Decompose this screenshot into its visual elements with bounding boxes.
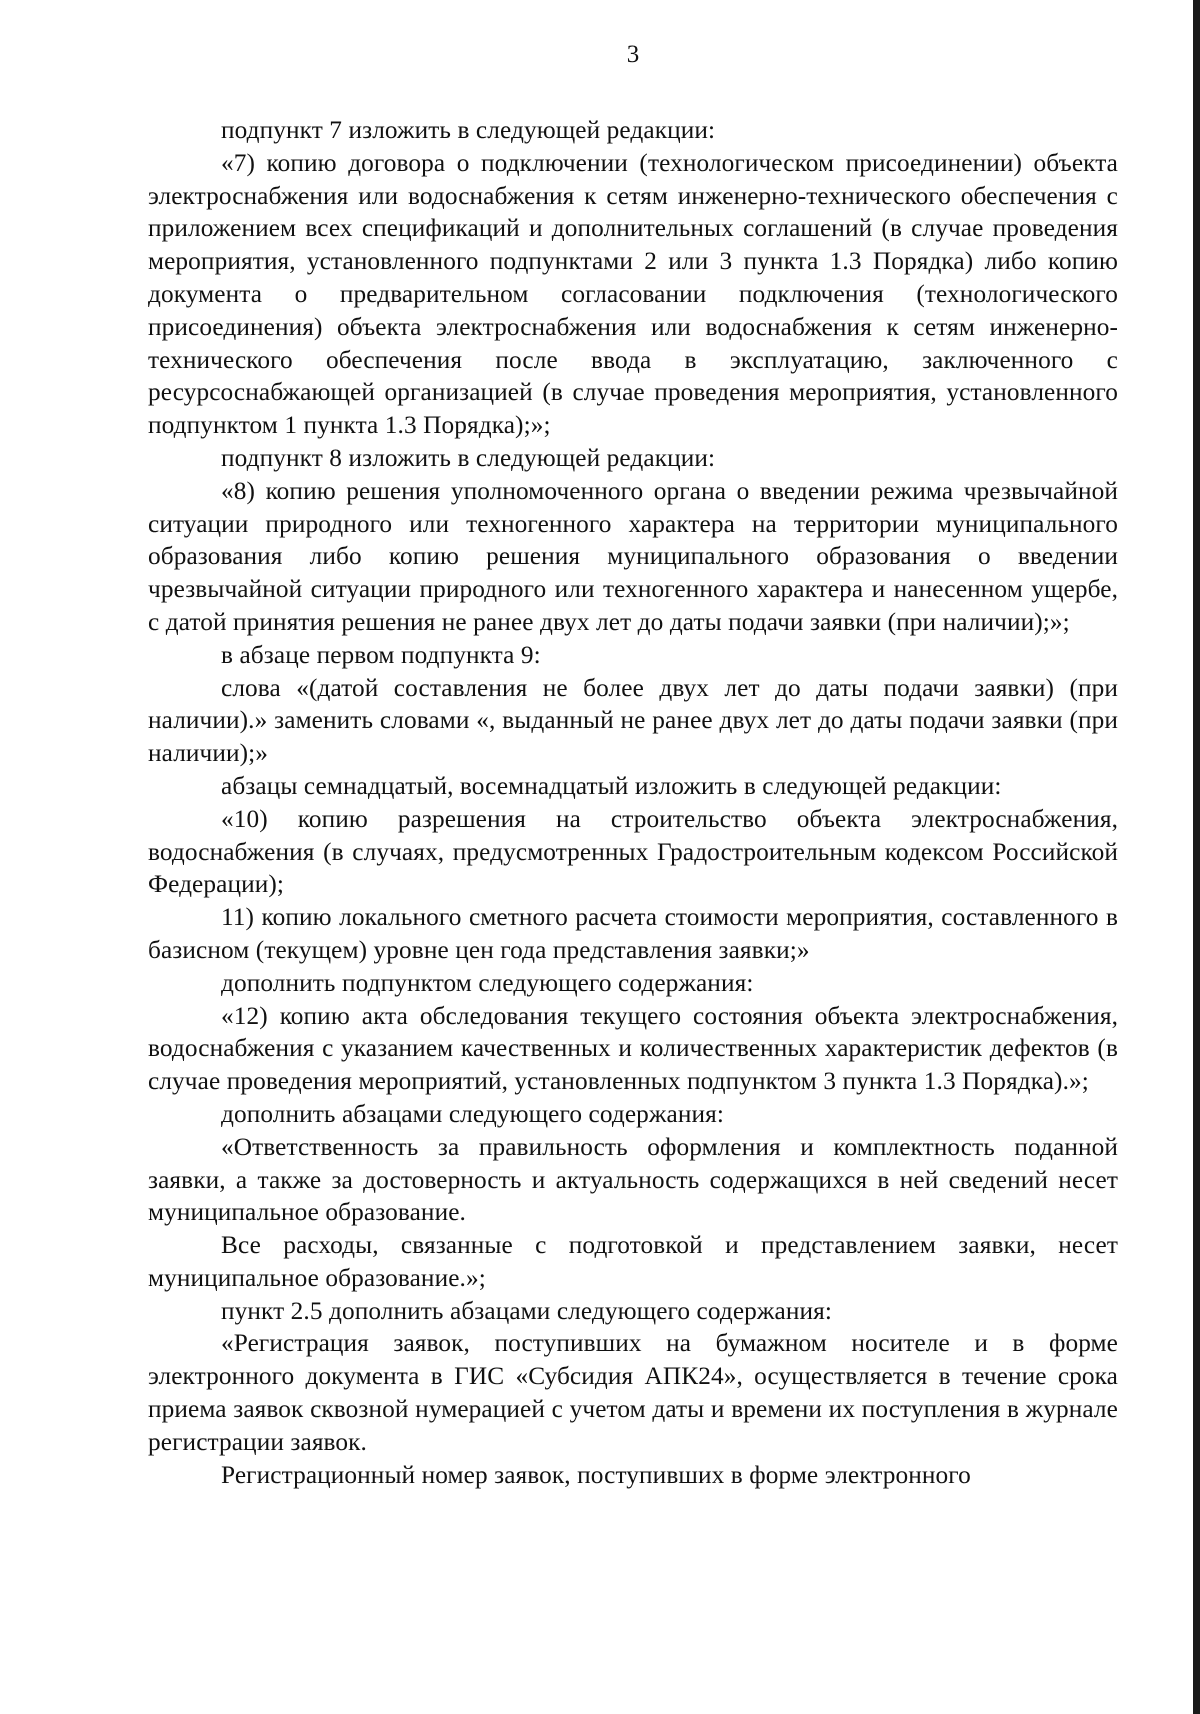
paragraph: подпункт 7 изложить в следующей редакции: [221, 116, 716, 144]
paragraph: дополнить подпунктом следующего содержания: [221, 968, 754, 997]
paragraph: в абзаце первом подпункта 9: [221, 640, 541, 669]
document-page [148, 40, 1118, 1491]
paragraph: «12) копию акта обследования текущего состояния объекта электроснабжения, водоснабжения с указанием качественных и количественных характеристик дефектов (в случае проведения мероприятий, установленных подпунктом 3 пункта 1.3 Порядка).»; [148, 1001, 1118, 1096]
paragraph: подпункт 8 изложить в следующей редакции: [221, 443, 716, 472]
paragraph: пункт 2.5 дополнить абзацами следующего содержания: [221, 1296, 832, 1325]
paragraph: «8) копию решения уполномоченного органа о введении режима чрезвычайной ситуации природного или техногенного характера на территории муниципального образования либо копию решения муниципального образования о введении чрезвычайной ситуации природного или техногенного характера и нанесенном ущербе, с датой принятия решения не ранее двух лет до даты подачи заявки (при наличии);»; [148, 476, 1118, 636]
scan-edge-shadow [1193, 0, 1200, 1714]
paragraph: «Регистрация заявок, поступивших на бумажном носителе и в форме электронного документа в ГИС «Субсидия АПК24», осуществляется в течение срока приема заявок сквозной нумерацией с учетом даты и времени их поступления в журнале регистрации заявок. [148, 1329, 1118, 1456]
paragraph: 11) копию локального сметного расчета стоимости мероприятия, составленного в базисном (текущем) уровне цен года представления заявки;» [148, 903, 1118, 964]
paragraph: Регистрационный номер заявок, поступивших в форме электронного [221, 1460, 971, 1489]
paragraph: дополнить абзацами следующего содержания: [221, 1099, 724, 1128]
paragraph: слова «(датой составления не более двух лет до даты подачи заявки) (при наличии).» заменить словами «, выданный не ранее двух лет до даты подачи заявки (при наличии);» [148, 673, 1118, 768]
page-number: 3 [626, 41, 640, 68]
paragraph: абзацы семнадцатый, восемнадцатый изложить в следующей редакции: [221, 771, 1002, 800]
document-body [148, 114, 1118, 1491]
paragraph: «7) копию договора о подключении (технологическом присоединении) объекта электроснабжения или водоснабжения к сетям инженерно-технического обеспечения с приложением всех спецификаций и дополнительных соглашений (в случае проведения мероприятия, установленного подпунктами 2 или 3 пункта 1.3 Порядка) либо копию документа о предварительном согласовании подключения (технологического присоединения) объекта электроснабжения или водоснабжения к сетям инженерно-технического обеспечения после ввода в эксплуатацию, заключенного с ресурсоснабжающей организацией (в случае проведения мероприятия, установленного подпунктом 1 пункта 1.3 Порядка);»; [148, 148, 1118, 440]
paragraph: «Ответственность за правильность оформления и комплектность поданной заявки, а также за достоверность и актуальность содержащихся в ней сведений несет муниципальное образование. [148, 1132, 1118, 1227]
paragraph: «10) копию разрешения на строительство объекта электроснабжения, водоснабжения (в случаях, предусмотренных Градостроительным кодексом Российской Федерации); [148, 804, 1118, 899]
paragraph: Все расходы, связанные с подготовкой и представлением заявки, несет муниципальное образование.»; [148, 1231, 1118, 1292]
